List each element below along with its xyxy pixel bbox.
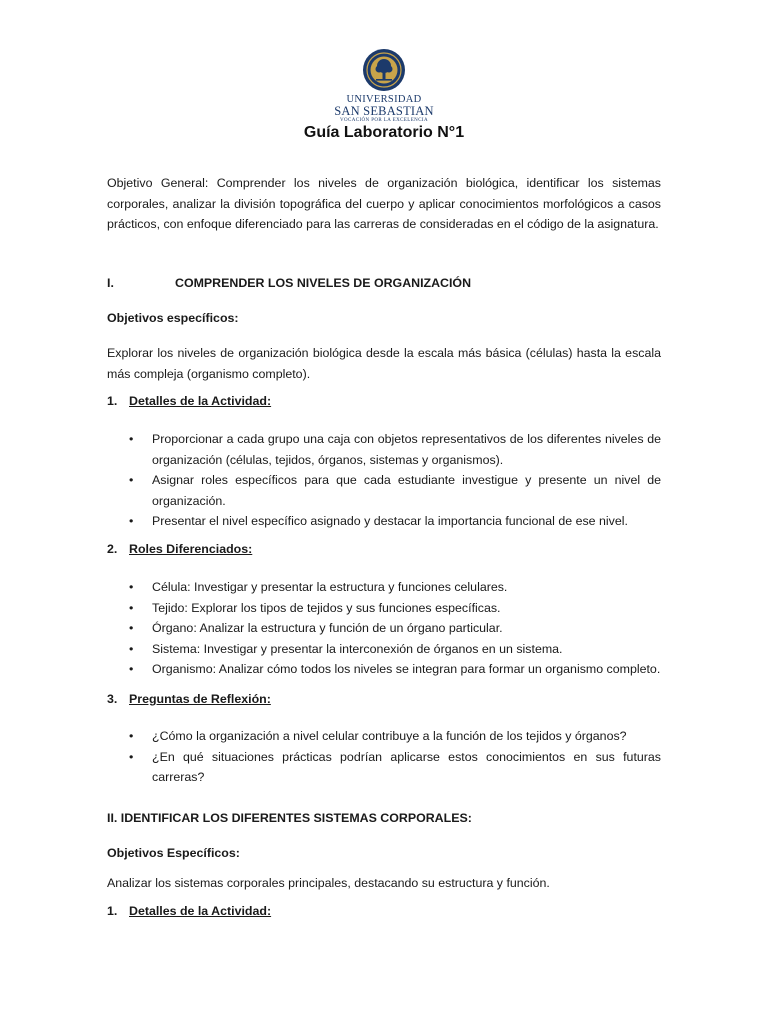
bullet-icon: • <box>129 641 134 656</box>
list-item: • Tejido: Explorar los tipos de tejidos y sus funciones específicas. <box>129 598 661 619</box>
bullet-icon: • <box>129 600 134 615</box>
reflection-title: Preguntas de Reflexión: <box>129 692 271 706</box>
bullet-icon: • <box>129 729 134 743</box>
section-1-number: I. <box>107 276 114 290</box>
logo-university-label: UNIVERSIDAD <box>346 94 422 105</box>
reflection-number: 3. <box>107 692 118 706</box>
section-2-activity-heading <box>107 904 271 918</box>
logo-tagline: VOCACIÓN POR LA EXCELENCIA <box>339 118 429 123</box>
activity-details-title: Detalles de la Actividad: <box>129 394 272 408</box>
section-2-objectives-text: Analizar los sistemas corporales principales, destacando su estructura y función. <box>107 876 550 890</box>
section-1-title: COMPRENDER LOS NIVELES DE ORGANIZACIÓN <box>175 276 472 290</box>
university-seal-icon <box>362 48 406 92</box>
activity-details-number: 1. <box>107 394 118 408</box>
list-item: • Órgano: Analizar la estructura y función de un órgano particular. <box>129 618 661 639</box>
section-2-objectives-label: Objetivos Específicos: <box>107 846 240 860</box>
bullet-icon: • <box>129 580 134 594</box>
list-item: • Presentar el nivel específico asignado y destacar la importancia funcional de ese nivel. <box>129 511 661 532</box>
bullet-icon: • <box>129 473 134 487</box>
section-2-heading: II. IDENTIFICAR LOS DIFERENTES SISTEMAS CORPORALES: <box>107 811 472 825</box>
activity-details-heading <box>107 394 271 408</box>
bullet-icon: • <box>129 621 134 635</box>
list-item: • Organismo: Analizar cómo todos los niveles se integran para formar un organismo completo. <box>129 659 661 680</box>
reflection-heading <box>107 692 271 706</box>
bullet-icon: • <box>129 514 134 528</box>
list-item: • ¿En qué situaciones prácticas podrían aplicarse estos conocimientos en sus futuras carreras? <box>129 747 661 788</box>
roles-heading <box>107 542 252 556</box>
list-item: • Célula: Investigar y presentar la estructura y funciones celulares. <box>129 577 661 598</box>
section-1-objectives-text: Explorar los niveles de organización biológica desde la escala más básica (células) hasta la escala más compleja (organismo completo). <box>107 346 661 381</box>
reflection-list <box>129 726 661 788</box>
bullet-icon: • <box>129 432 134 446</box>
bullet-icon: • <box>129 749 134 764</box>
list-item: • ¿Cómo la organización a nivel celular contribuye a la función de los tejidos y órganos? <box>129 726 661 747</box>
roles-number: 2. <box>107 542 118 556</box>
section-2-activity-number: 1. <box>107 904 118 918</box>
section-2-activity-title: Detalles de la Actividad: <box>129 904 272 918</box>
general-objective-paragraph: Objetivo General: Comprender los niveles de organización biológica, identificar los sistemas corporales, analizar la división topográfica del cuerpo y aplicar conocimientos morfológicos a casos prácticos, con enfoque diferenciado para las carreras de consideradas en el código de la asignatura. <box>107 176 661 231</box>
list-item: • Sistema: Investigar y presentar la interconexión de órganos en un sistema. <box>129 639 661 660</box>
list-item: • Asignar roles específicos para que cada estudiante investigue y presente un nivel de organización. <box>129 470 661 511</box>
roles-title: Roles Diferenciados: <box>129 542 253 556</box>
bullet-icon: • <box>129 662 134 676</box>
logo-university-name: SAN SEBASTIAN <box>334 104 434 118</box>
university-logo <box>334 48 434 124</box>
document-title: Guía Laboratorio N°1 <box>303 124 465 141</box>
section-1-objectives-label: Objetivos específicos: <box>107 311 239 325</box>
list-item: • Proporcionar a cada grupo una caja con objetos representativos de los diferentes niveles de organización (células, tejidos, órganos, sistemas y organismos). <box>129 429 661 470</box>
roles-list <box>129 577 661 680</box>
activity-details-list <box>129 429 661 532</box>
